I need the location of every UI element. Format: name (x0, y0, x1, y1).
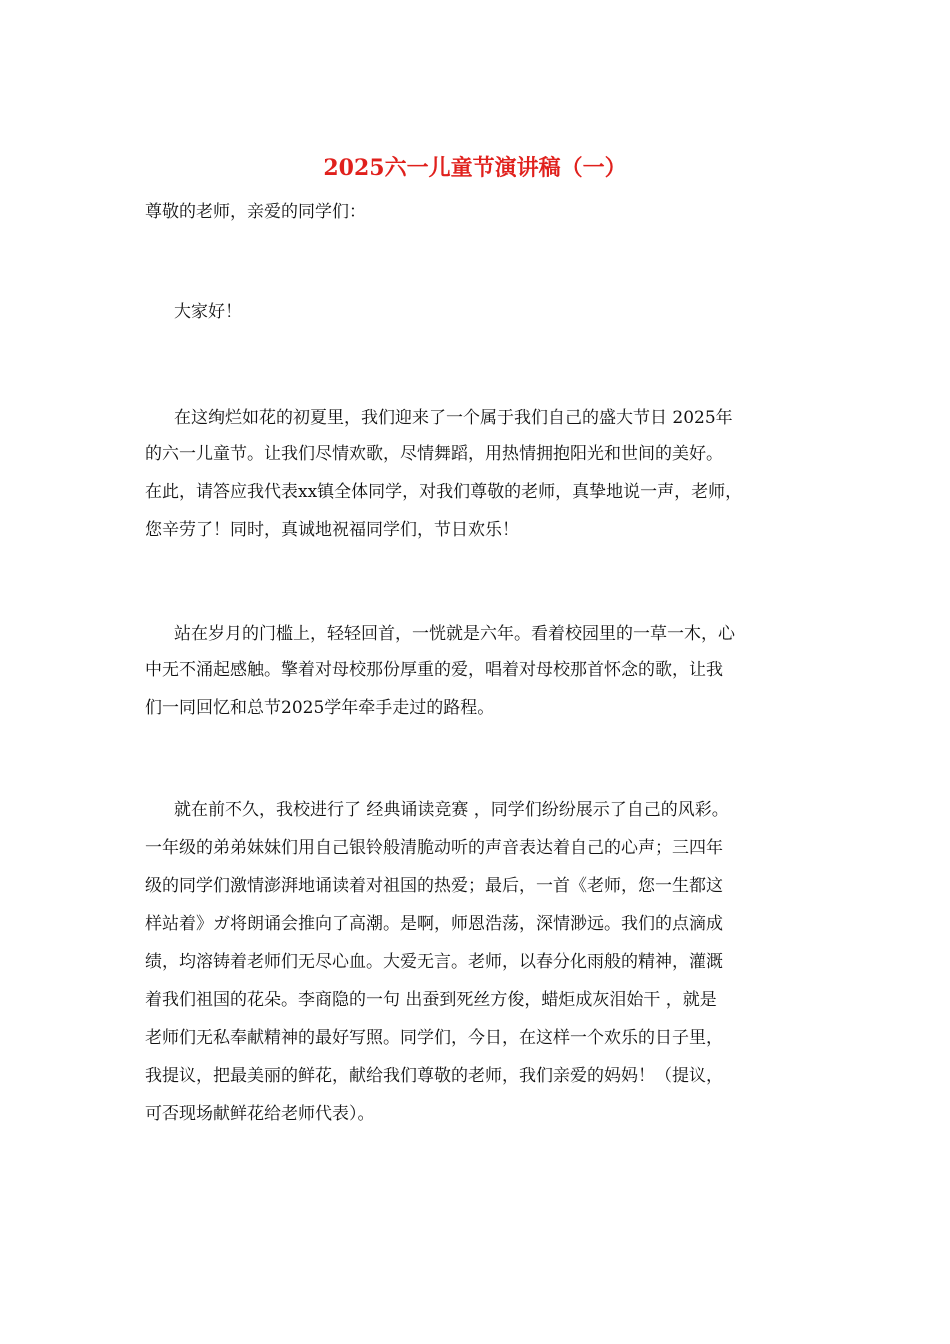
paragraph-line: 着我们祖国的花朵。李商隐的一句 出蚕到死丝方俊，蜡炬成灰泪始干 ，就是 (145, 990, 717, 1010)
paragraph-line: 站在岁月的门槛上，轻轻回首，一恍就是六年。看着校园里的一草一木，心 (174, 624, 735, 644)
paragraph-line: 就在前不久，我校进行了 经典诵读竞赛 ，同学们纷纷展示了自己的风彩。 (174, 800, 729, 820)
paragraph-line: 样站着》ガ将朗诵会推向了高潮。是啊，师恩浩荡，深情渺远。我们的点滴成 (145, 914, 723, 934)
paragraph-line: 在此，请答应我代表xx镇全体同学，对我们尊敬的老师，真挚地说一声，老师， (145, 482, 743, 502)
paragraph-line: 您辛劳了！同时，真诚地祝福同学们，节日欢乐！ (145, 520, 519, 540)
paragraph-line: 一年级的弟弟妹妹们用自己银铃般清脆动听的声音表达着自己的心声；三四年 (145, 838, 723, 858)
paragraph-line: 的六一儿童节。让我们尽情欢歌，尽情舞蹈，用热情拥抱阳光和世间的美好。 (145, 444, 723, 464)
paragraph-line: 老师们无私奉献精神的最好写照。同学们，今日，在这样一个欢乐的日子里， (145, 1028, 723, 1048)
greeting: 大家好！ (174, 302, 242, 322)
paragraph-line: 可否现场献鲜花给老师代表）。 (145, 1104, 375, 1124)
salutation: 尊敬的老师，亲爱的同学们： (145, 202, 366, 222)
paragraph-line: 级的同学们激情澎湃地诵读着对祖国的热爱；最后，一首《老师，您一生都这 (145, 876, 723, 896)
paragraph-line: 中无不涌起感触。擎着对母校那份厚重的爱，唱着对母校那首怀念的歌，让我 (145, 660, 723, 680)
paragraph-line: 绩，均溶铸着老师们无尽心血。大爱无言。老师，以春分化雨般的精神，灌溉 (145, 952, 723, 972)
paragraph-line: 们一同回忆和总节2025学年牵手走过的路程。 (145, 698, 495, 718)
document-title: 2025六一儿童节演讲稿（一） (323, 155, 627, 181)
paragraph-line: 在这绚烂如花的初夏里，我们迎来了一个属于我们自己的盛大节日 2025年 (174, 408, 733, 428)
paragraph-line: 我提议，把最美丽的鲜花，献给我们尊敬的老师，我们亲爱的妈妈！（提议， (145, 1066, 723, 1086)
